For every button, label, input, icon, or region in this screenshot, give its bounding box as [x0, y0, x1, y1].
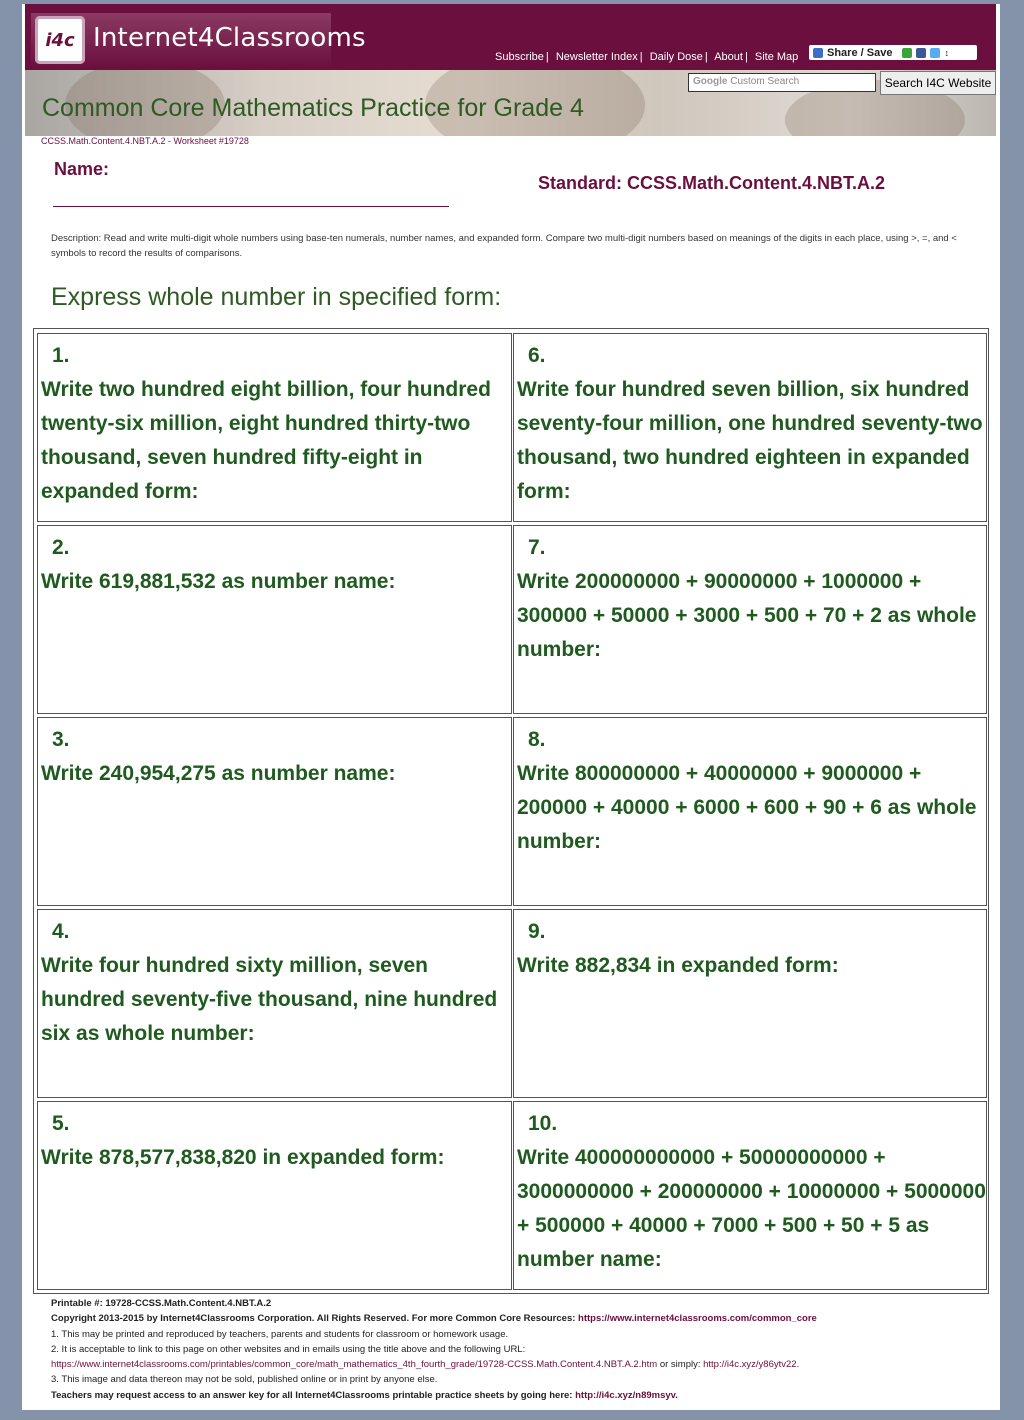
question-cell — [513, 525, 987, 714]
usage-note-3: 3. This image and data thereon may not be sold, published online or in print by anyone else. — [51, 1374, 438, 1386]
google-logo: Google — [693, 76, 728, 87]
question-number: 9. — [528, 920, 546, 943]
worksheet-url-link[interactable]: https://www.internet4classrooms.com/printables/common_core/math_mathematics_4th_fourth_grade/19728-CCSS.Math.Content.4.NBT.A.2.htm — [51, 1359, 658, 1371]
usage-note-1: 1. This may be printed and reproduced by teachers, parents and students for classroom or homework usage. — [51, 1328, 509, 1340]
short-url-link[interactable]: http://i4c.xyz/y86ytv22 — [703, 1359, 797, 1371]
nav-subscribe[interactable]: Subscribe — [495, 51, 544, 63]
nav-site-map[interactable]: Site Map — [754, 51, 799, 63]
question-text: Write four hundred seven billion, six hundred seventy-four million, one hundred seventy-two thousand, two hundred eighteen in expanded form: — [517, 378, 983, 503]
question-text: Write 240,954,275 as number name: — [41, 762, 396, 785]
answer-key-link[interactable]: http://i4c.xyz/n89msyv — [575, 1389, 676, 1401]
search-placeholder: Custom Search — [730, 76, 800, 87]
url-line — [51, 1357, 991, 1372]
top-nav: Subscribe | Newsletter Index | Daily Dose | About | Site Map — [495, 51, 799, 63]
question-number: 4. — [52, 920, 70, 943]
printable-number: Printable #: 19728-CCSS.Math.Content.4.NBT.A.2 — [51, 1298, 272, 1309]
question-number: 6. — [528, 344, 546, 367]
question-text: Write 619,881,532 as number name: — [41, 570, 396, 593]
copyright-text: Copyright 2013-2015 by Internet4Classrooms Corporation. All Rights Reserved. For more Common Core Resources: — [51, 1313, 579, 1325]
common-core-link[interactable]: https://www.internet4classrooms.com/common_core — [578, 1313, 817, 1325]
question-number: 8. — [528, 728, 546, 751]
name-underline — [53, 206, 449, 207]
answer-key-text: Teachers may request access to an answer key for all Internet4Classrooms printable practice sheets by going here: — [51, 1389, 576, 1401]
question-cell — [37, 525, 512, 714]
question-cell — [37, 909, 512, 1098]
nav-newsletter-index[interactable]: Newsletter Index — [555, 51, 638, 63]
header-banner — [25, 70, 996, 136]
answer-key-period: . — [675, 1389, 678, 1401]
copyright-line — [51, 1311, 991, 1326]
twitter-icon — [930, 48, 940, 58]
breadcrumb: CCSS.Math.Content.4.NBT.A.2 - Worksheet #19728 — [41, 136, 249, 146]
nav-daily-dose[interactable]: Daily Dose — [649, 51, 703, 63]
answer-key-line — [51, 1388, 991, 1403]
question-cell — [513, 717, 987, 906]
question-grid — [33, 328, 989, 1294]
question-cell — [513, 1101, 987, 1290]
question-text: Write two hundred eight billion, four hundred twenty-six million, eight hundred thirty-two thousand, seven hundred fifty-eight in expanded form: — [41, 378, 491, 503]
logo-badge-icon: i4c — [35, 16, 85, 64]
share-plus-icon — [813, 48, 823, 58]
facebook-icon — [916, 48, 926, 58]
question-number: 1. — [52, 344, 70, 367]
question-text: Write 882,834 in expanded form: — [517, 954, 839, 977]
name-label: Name: — [54, 159, 110, 179]
question-text: Write 200000000 + 90000000 + 1000000 + 300000 + 50000 + 3000 + 500 + 70 + 2 as whole number: — [517, 570, 977, 661]
usage-note-2: 2. It is acceptable to link to this page on other websites and in emails using the title above and the following URL: — [51, 1343, 526, 1355]
share-save-button[interactable] — [809, 45, 977, 60]
url-period: . — [796, 1359, 800, 1371]
question-cell — [37, 1101, 512, 1290]
page-title: Common Core Mathematics Practice for Grade 4 — [42, 94, 584, 122]
description-text: Description: Read and write multi-digit whole numbers using base-ten numerals, number names, and expanded form. Compare two multi-digit numbers based on meanings of the digits in each place, using >, =, and < symbols to record the results of comparisons. — [51, 233, 957, 259]
question-cell — [37, 717, 512, 906]
or-simply-text: or simply: — [657, 1359, 704, 1371]
question-cell — [513, 909, 987, 1098]
question-number: 7. — [528, 536, 546, 559]
dropdown-arrows-icon: ↕ — [944, 47, 949, 58]
nav-about[interactable]: About — [714, 51, 743, 63]
question-text: Write 878,577,838,820 in expanded form: — [41, 1146, 445, 1169]
site-header — [25, 4, 996, 70]
question-text: Write 400000000000 + 50000000000 + 3000000000 + 200000000 + 10000000 + 5000000 + 500000 + 40000 + 7000 + 500 + 50 + 5 as number name: — [517, 1146, 986, 1271]
footer — [51, 1296, 991, 1403]
question-number: 10. — [528, 1112, 558, 1135]
search-input[interactable] — [688, 73, 876, 92]
question-text: Write 800000000 + 40000000 + 9000000 + 200000 + 40000 + 6000 + 600 + 90 + 6 as whole number: — [517, 762, 977, 853]
question-number: 3. — [52, 728, 70, 751]
email-share-icon — [902, 48, 912, 58]
search-button[interactable]: Search I4C Website — [880, 71, 996, 95]
question-number: 5. — [52, 1112, 70, 1135]
section-heading: Express whole number in specified form: — [51, 283, 502, 311]
standard-label: Standard: CCSS.Math.Content.4.NBT.A.2 — [538, 173, 886, 193]
question-text: Write four hundred sixty million, seven hundred seventy-five thousand, nine hundred six as whole number: — [41, 954, 498, 1045]
question-cell — [513, 333, 987, 522]
share-save-label: Share / Save — [827, 46, 893, 59]
logo-text: Internet4Classrooms — [93, 23, 366, 53]
question-cell — [37, 333, 512, 522]
question-number: 2. — [52, 536, 70, 559]
worksheet-page — [22, 4, 1000, 1410]
site-logo[interactable] — [31, 13, 366, 68]
